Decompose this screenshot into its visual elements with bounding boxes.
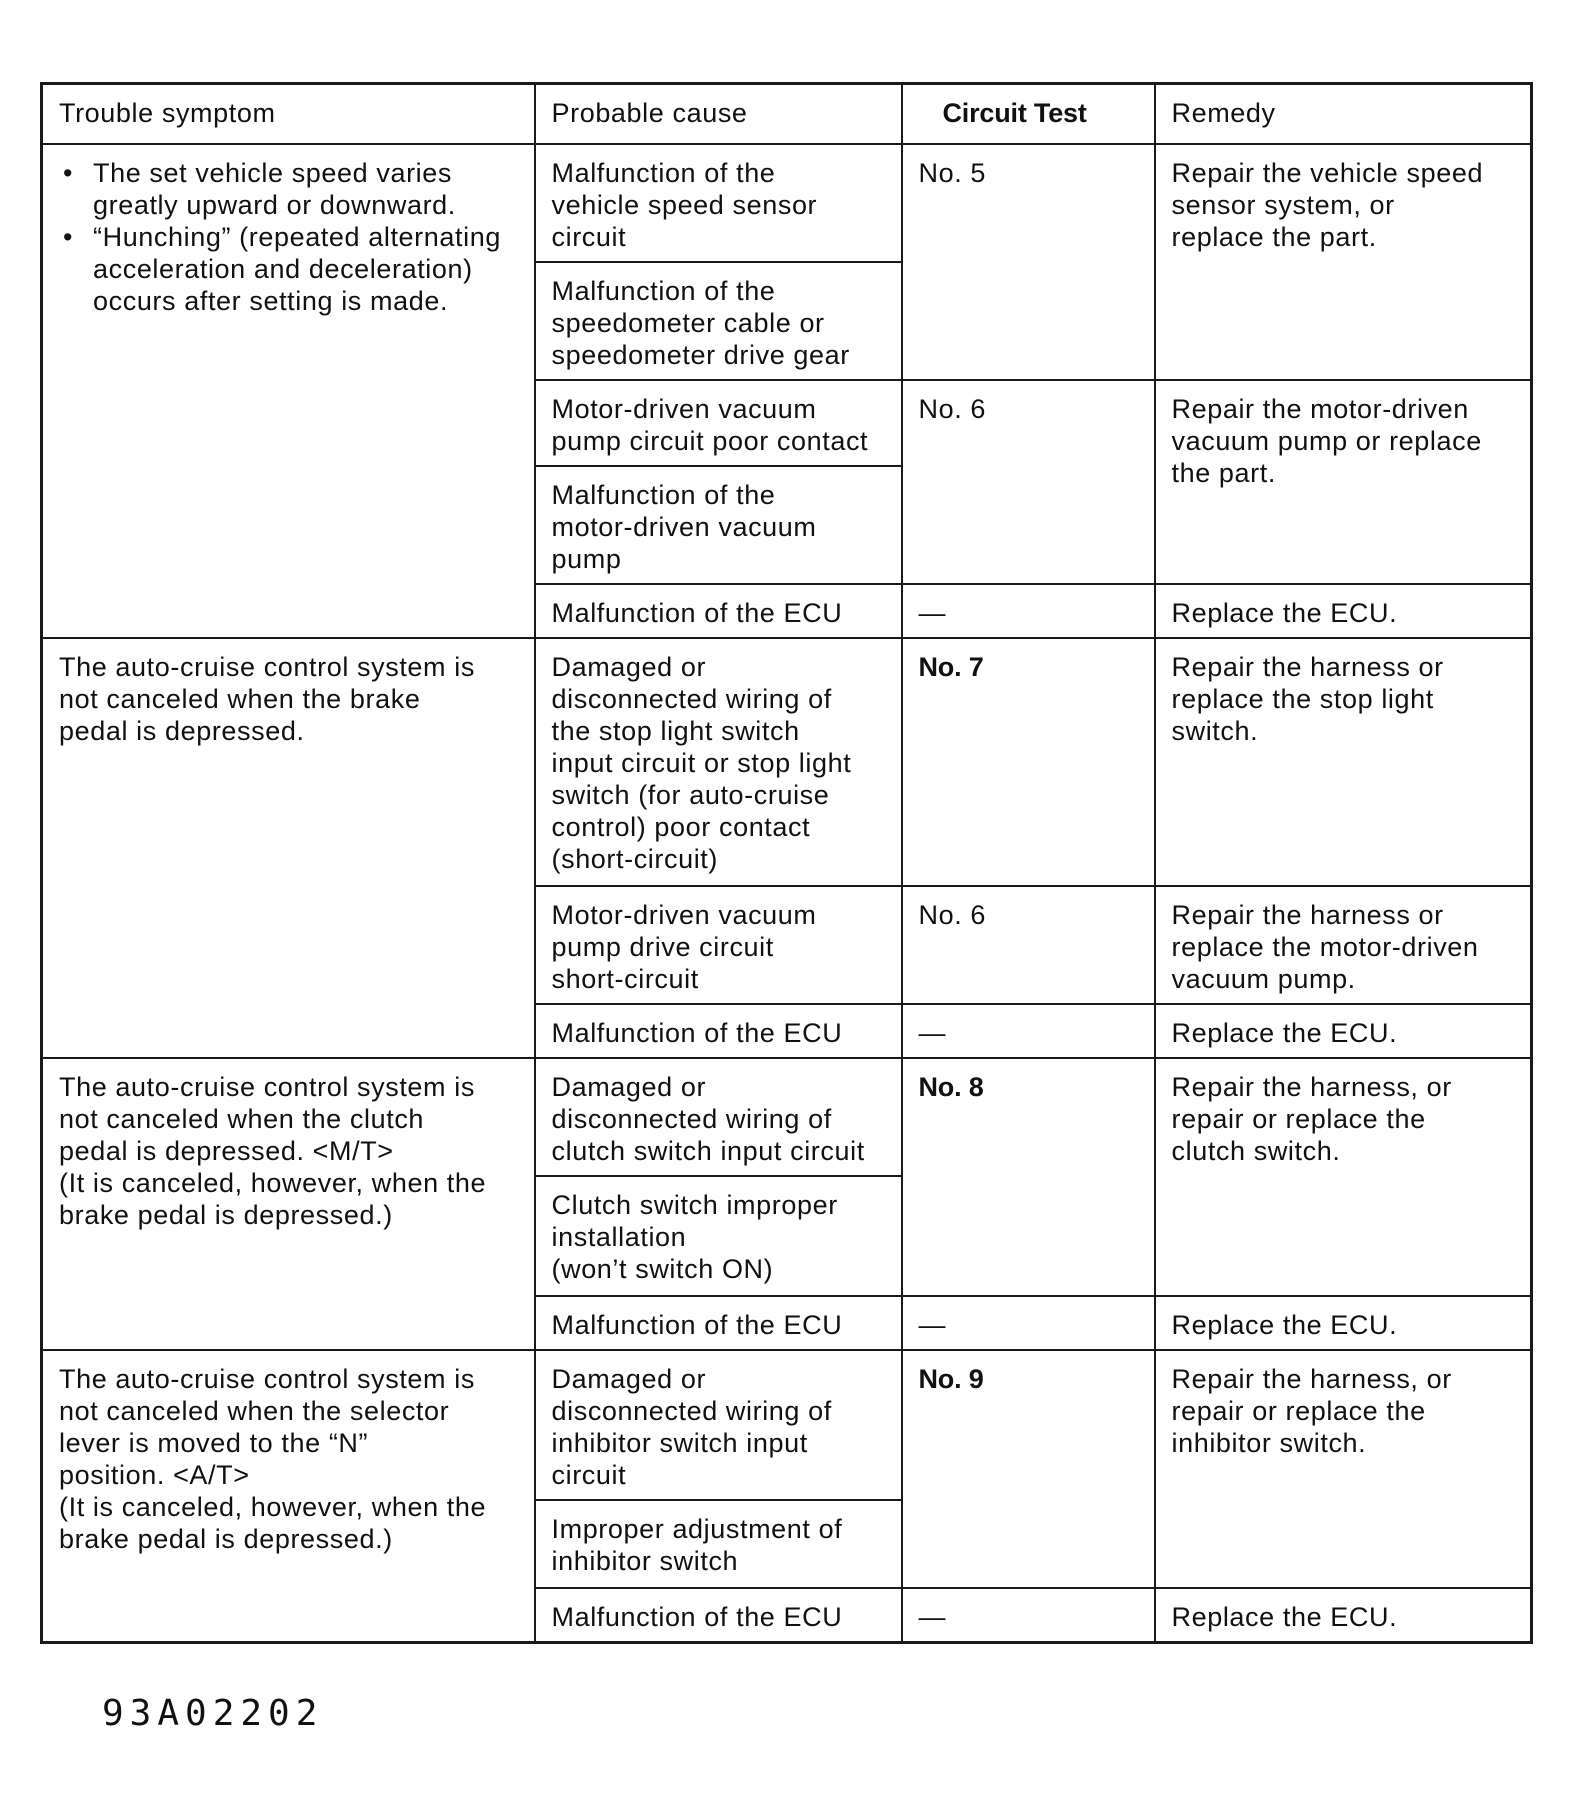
circuit-test-cell: No. 6: [902, 380, 1155, 584]
probable-cause-cell: Damaged or disconnected wiring of the stop light switch input circuit or stop light switch (for auto-cruise control) poor contact (short-circuit): [535, 638, 902, 886]
trouble-symptom-cell: [42, 144, 535, 638]
remedy-cell: Repair the vehicle speed sensor system, or replace the part.: [1155, 144, 1532, 380]
header-probable-cause: Probable cause: [535, 84, 902, 145]
table-row: [42, 638, 1532, 886]
table-row: [42, 1350, 1532, 1500]
probable-cause-cell: Malfunction of the ECU: [535, 1296, 902, 1350]
probable-cause-cell: Malfunction of the motor-driven vacuum pump: [535, 466, 902, 584]
remedy-cell: Repair the harness, or repair or replace the inhibitor switch.: [1155, 1350, 1532, 1588]
probable-cause-cell: Damaged or disconnected wiring of inhibitor switch input circuit: [535, 1350, 902, 1500]
remedy-cell: Repair the motor-driven vacuum pump or replace the part.: [1155, 380, 1532, 584]
symptom-bullet-item: [63, 221, 518, 317]
probable-cause-cell: Motor-driven vacuum pump drive circuit short-circuit: [535, 886, 902, 1004]
probable-cause-cell: Malfunction of the speedometer cable or speedometer drive gear: [535, 262, 902, 380]
circuit-test-cell: No. 7: [902, 638, 1155, 886]
header-trouble-symptom: Trouble symptom: [42, 84, 535, 145]
trouble-symptom-cell: The auto-cruise control system is not canceled when the brake pedal is depressed.: [42, 638, 535, 1058]
probable-cause-cell: Malfunction of the ECU: [535, 1004, 902, 1058]
remedy-cell: Replace the ECU.: [1155, 1004, 1532, 1058]
remedy-cell: Repair the harness or replace the stop light switch.: [1155, 638, 1532, 886]
figure-id: 93A02202: [102, 1693, 324, 1734]
header-circuit-test: Circuit Test: [902, 84, 1155, 145]
probable-cause-cell: Clutch switch improper installation (won’t switch ON): [535, 1176, 902, 1296]
symptom-text: The set vehicle speed varies greatly upward or downward.: [93, 158, 456, 220]
symptom-bullet-item: [63, 157, 518, 221]
bullet-icon: •: [63, 222, 74, 252]
probable-cause-cell: Malfunction of the ECU: [535, 584, 902, 638]
remedy-cell: Replace the ECU.: [1155, 584, 1532, 638]
remedy-cell: Repair the harness, or repair or replace the clutch switch.: [1155, 1058, 1532, 1296]
table-header-row: [42, 84, 1532, 145]
remedy-cell: Replace the ECU.: [1155, 1588, 1532, 1643]
circuit-test-cell: No. 9: [902, 1350, 1155, 1588]
circuit-test-cell: No. 6: [902, 886, 1155, 1004]
probable-cause-cell: Malfunction of the ECU: [535, 1588, 902, 1643]
header-remedy: Remedy: [1155, 84, 1532, 145]
remedy-cell: Replace the ECU.: [1155, 1296, 1532, 1350]
table-row: [42, 1058, 1532, 1176]
remedy-cell: Repair the harness or replace the motor-driven vacuum pump.: [1155, 886, 1532, 1004]
probable-cause-cell: Motor-driven vacuum pump circuit poor contact: [535, 380, 902, 466]
trouble-symptom-cell: The auto-cruise control system is not canceled when the selector lever is moved to the “N” position. <A/T> (It is canceled, however, when the brake pedal is depressed.): [42, 1350, 535, 1643]
circuit-test-cell: —: [902, 1588, 1155, 1643]
trouble-symptom-cell: The auto-cruise control system is not canceled when the clutch pedal is depressed. <M/T> (It is canceled, however, when the brake pedal is depressed.): [42, 1058, 535, 1350]
table-row: [42, 144, 1532, 262]
probable-cause-cell: Malfunction of the vehicle speed sensor circuit: [535, 144, 902, 262]
circuit-test-cell: No. 5: [902, 144, 1155, 380]
troubleshooting-table: [40, 82, 1533, 1644]
circuit-test-cell: No. 8: [902, 1058, 1155, 1296]
probable-cause-cell: Improper adjustment of inhibitor switch: [535, 1500, 902, 1588]
circuit-test-cell: —: [902, 1004, 1155, 1058]
symptom-text: “Hunching” (repeated alternating acceleration and deceleration) occurs after setting is made.: [93, 222, 501, 316]
probable-cause-cell: Damaged or disconnected wiring of clutch switch input circuit: [535, 1058, 902, 1176]
circuit-test-cell: —: [902, 584, 1155, 638]
symptom-bullet-list: [59, 157, 518, 317]
bullet-icon: •: [63, 158, 74, 188]
circuit-test-cell: —: [902, 1296, 1155, 1350]
